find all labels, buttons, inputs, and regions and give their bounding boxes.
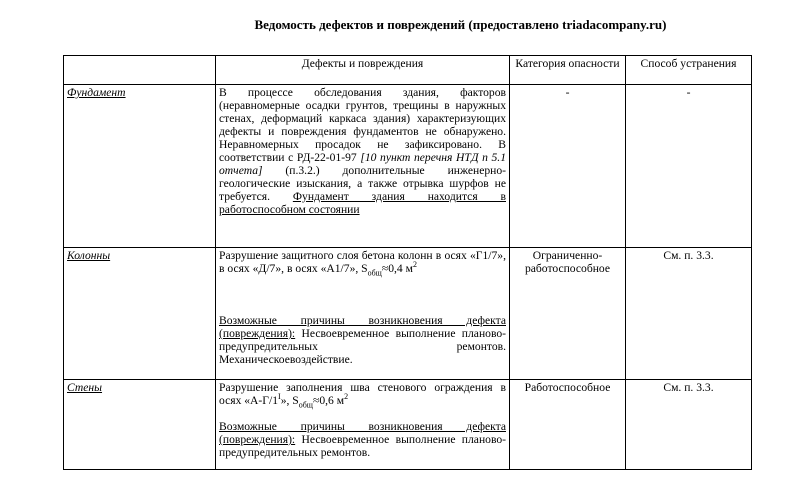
element-name: Колонны [64, 248, 216, 380]
defect-description [216, 380, 510, 470]
header-category: Категория опасности [510, 56, 626, 85]
header-fix: Способ устранения [626, 56, 752, 85]
fix-cell: См. п. 3.3. [626, 380, 752, 470]
element-name: Стены [64, 380, 216, 470]
defect-description [216, 248, 510, 380]
header-defects: Дефекты и повреждения [216, 56, 510, 85]
damage-text: Разрушение заполнения шва стенового ограждения в осях «$А-Г/1^I$», $S_{общ}\approx 0,6$ $м^2$ [219, 381, 506, 410]
description-text: В процессе обследования здания, факторов (неравномерные осадки грунтов, трещины в наружных стенах, деформаций каркаса здания) характеризующих дефекты и повреждения фундаментов не обнаружено. Неравномерных просадок не зафиксировано. В соответствии с РД-22-01-97 [219, 86, 506, 164]
table-row-foundation [64, 85, 752, 248]
fix-cell: - [626, 85, 752, 248]
category-cell: Работоспособное [510, 380, 626, 470]
category-cell: - [510, 85, 626, 248]
category-cell: Ограниченно-работоспособное [510, 248, 626, 380]
defect-description [216, 85, 510, 248]
document-title: Ведомость дефектов и повреждений (предоставлено triadacompany.ru) [254, 17, 667, 32]
fix-cell: См. п. 3.3. [626, 248, 752, 380]
header-element [64, 56, 216, 85]
description-text-2: (п.3.2.) дополнительные инженерно-геологические изыскания, а также отрывка шурфов не требуется. [219, 164, 506, 203]
damage-text: Разрушение защитного слоя бетона колонн в осях «Г1/7», в осях «Д/7», в осях «А1/7», $S_{общ}\approx 0,4$ $м^2$ [219, 249, 506, 278]
causes-text: Возможные причины возникновения дефекта (повреждения): Несвоевременное выполнение планово-предупредительных ремонтов. Механическоевоздействие. [219, 314, 506, 366]
conclusion-text: Фундамент здания находится в работоспособном состоянии [219, 190, 506, 216]
table-row-columns [64, 248, 752, 380]
table-header-row [64, 56, 752, 85]
table-row-walls [64, 380, 752, 470]
reference-text: [10 пункт перечня НТД п 5.1 отчета] [219, 151, 506, 177]
defects-table [63, 55, 752, 470]
element-name: Фундамент [64, 85, 216, 248]
causes-text: Возможные причины возникновения дефекта (повреждения): Несвоевременное выполнение планово-предупредительных ремонтов. [219, 420, 506, 459]
